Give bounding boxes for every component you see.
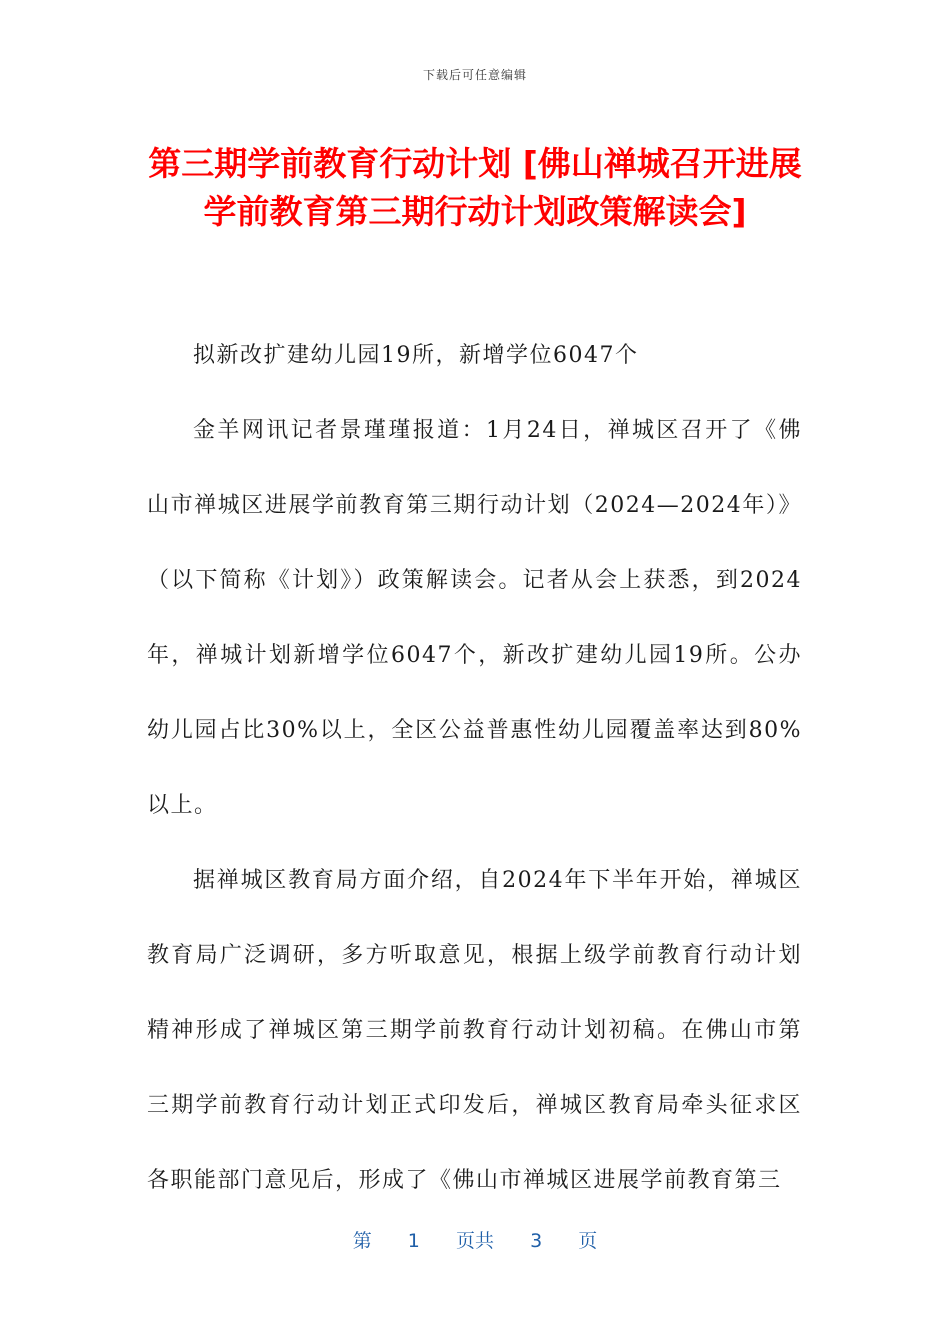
header-note: 下载后可任意编辑 (422, 68, 527, 82)
title-line-1: 第三期学前教育行动计划 [佛山禅城召开进展 (148, 144, 802, 183)
paragraph-1: 拟新改扩建幼儿园19所，新增学位6047个 (193, 343, 639, 368)
paragraph-3: 据禅城区教育局方面介绍，自2024年下半年开始，禅城区教育局广泛调研，多方听取意见，根据上级学前教育行动计划精神形成了禅城区第三期学前教育行动计划初稿。在佛山市第三期学前教育行动计划正式印发后，禅城区教育局牵头征求区各职能部门意见后，形成了《佛山市禅城区进展学前教育第三 (147, 868, 802, 1193)
paragraph-2: 金羊网讯记者景瑾瑾报道：1月24日，禅城区召开了《佛山市禅城区进展学前教育第三期行动计划（2024—2024年）》（以下简称《计划》）政策解读会。记者从会上获悉，到2024年，禅城计划新增学位6047个，新改扩建幼儿园19所。公办幼儿园占比30%以上，全区公益普惠性幼儿园覆盖率达到80%以上。 (147, 418, 802, 818)
page-middle: 页共 (455, 1230, 494, 1252)
document-title (110, 140, 840, 236)
page-footer (0, 1226, 950, 1253)
page-current: 1 (407, 1230, 420, 1252)
page-total: 3 (530, 1230, 543, 1252)
title-line-2: 学前教育第三期行动计划政策解读会] (203, 192, 747, 231)
document-body (147, 318, 802, 1218)
page-prefix: 第 (352, 1230, 372, 1252)
page-suffix: 页 (578, 1230, 598, 1252)
